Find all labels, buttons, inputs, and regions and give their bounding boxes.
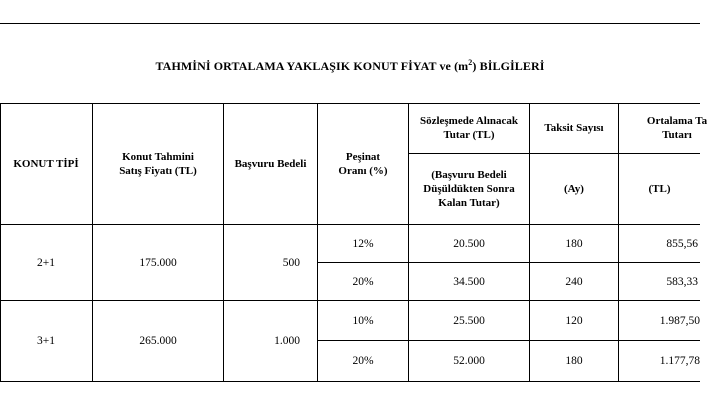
header-ortalama-top: Ortalama Ta Tutarı <box>646 115 708 141</box>
row1-konut-tipi: 2+1 <box>37 256 55 269</box>
title-main: TAHMİNİ ORTALAMA YAKLAŞIK KONUT FİYAT ve (m <box>155 59 469 73</box>
row1a-sozlesme: 20.500 <box>453 237 485 250</box>
row1a-pesinat: 12% <box>352 237 374 250</box>
row1b-ortalama: 583,33 <box>666 275 698 288</box>
title-tail: ) BİLGİLERİ <box>472 59 545 73</box>
row1-tahmini-fiyat: 175.000 <box>139 256 177 269</box>
row2a-sozlesme: 25.500 <box>453 314 485 327</box>
table-title <box>0 58 700 74</box>
header-konut-tipi: KONUT TİPİ <box>13 157 79 170</box>
header-pesinat-orani: Peşinat Oranı (%) <box>338 150 388 177</box>
header-sozlesme-bottom: (Başvuru Bedeli Düşüldükten Sonra Kalan Tutar) <box>423 169 515 209</box>
row2b-ortalama: 1.177,78 <box>659 355 700 367</box>
row2-konut-tipi: 3+1 <box>37 335 55 347</box>
row2b-taksit: 180 <box>565 355 583 367</box>
row2-basvuru-bedeli: 1.000 <box>274 335 300 347</box>
row2a-pesinat: 10% <box>352 314 374 327</box>
row1b-taksit: 240 <box>565 275 583 288</box>
row1a-taksit: 180 <box>565 237 583 250</box>
header-ortalama-bottom: (TL) <box>648 183 671 195</box>
row1a-ortalama: 855,56 <box>666 237 698 250</box>
row1b-pesinat: 20% <box>352 275 374 288</box>
header-sozlesme-top: Sözleşmede Alınacak Tutar (TL) <box>419 115 519 141</box>
row2b-pesinat: 20% <box>352 355 374 367</box>
table-bottom-line <box>0 381 700 382</box>
header-taksit-bottom: (Ay) <box>564 183 584 195</box>
header-basvuru-bedeli: Başvuru Bedeli <box>234 157 307 170</box>
row2-tahmini-fiyat: 265.000 <box>139 335 177 347</box>
top-rule <box>0 23 700 24</box>
row2a-taksit: 120 <box>565 314 583 327</box>
row2a-ortalama: 1.987,50 <box>659 314 700 327</box>
row1-basvuru-bedeli: 500 <box>282 256 300 269</box>
title-sup: 2 <box>468 58 473 67</box>
row1b-sozlesme: 34.500 <box>453 275 485 288</box>
header-tahmini-fiyat: Konut Tahmini Satış Fiyatı (TL) <box>119 150 197 177</box>
row2b-sozlesme: 52.000 <box>453 355 485 367</box>
header-taksit-top: Taksit Sayısı <box>544 122 604 134</box>
